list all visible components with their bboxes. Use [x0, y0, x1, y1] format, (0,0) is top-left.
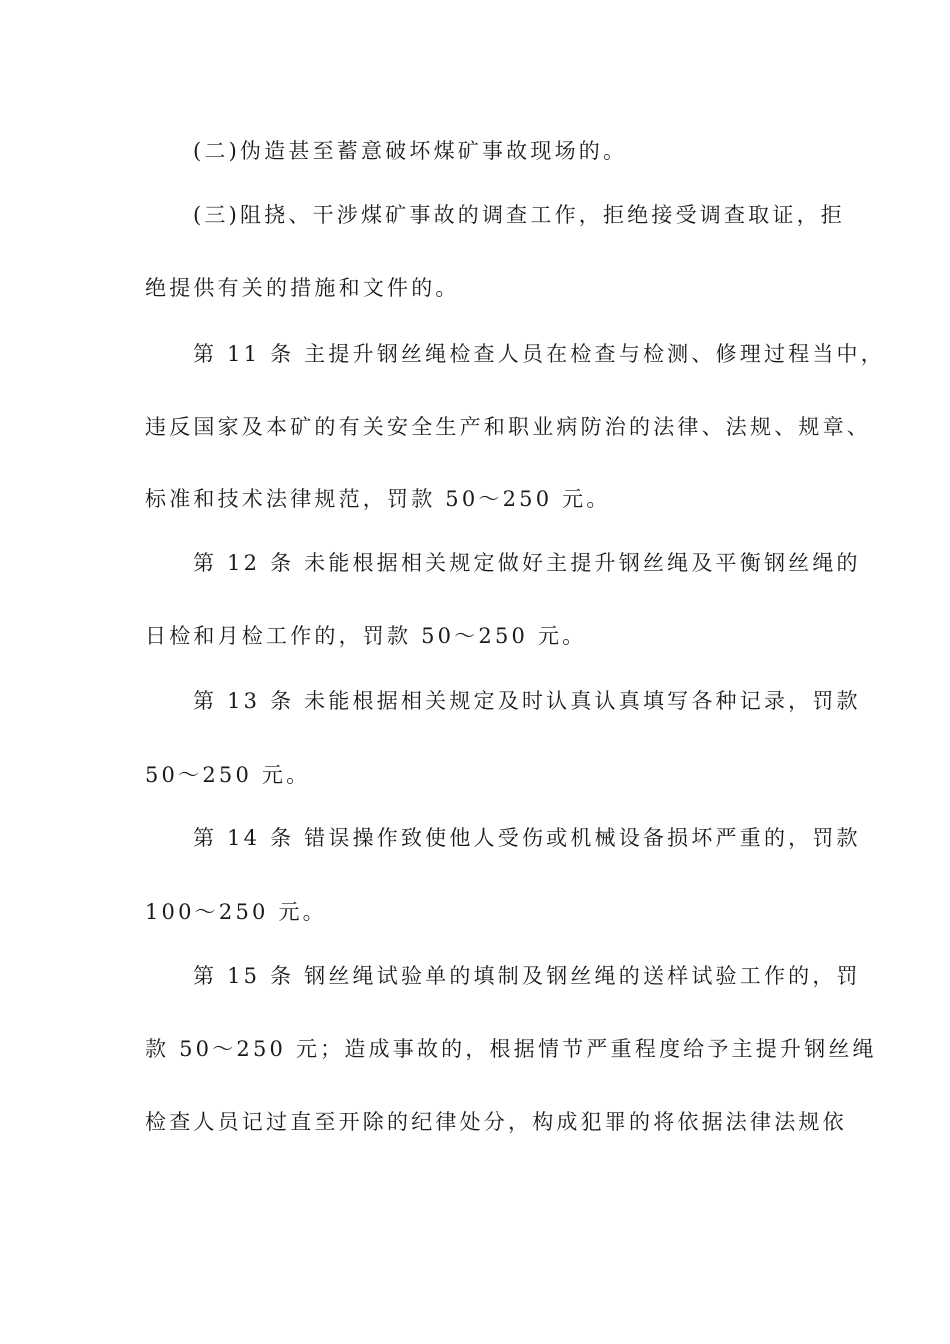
paragraph-line: 100～250 元。	[145, 900, 327, 924]
paragraph-line: 款 50～250 元；造成事故的，根据情节严重程度给予主提升钢丝绳	[145, 1037, 877, 1061]
paragraph-line: 标准和技术法律规范，罚款 50～250 元。	[145, 487, 611, 511]
paragraph-line: 第 12 条 未能根据相关规定做好主提升钢丝绳及平衡钢丝绳的	[193, 551, 861, 575]
paragraph-line: (三)阻挠、干涉煤矿事故的调查工作，拒绝接受调查取证，拒	[193, 203, 845, 227]
paragraph-line: 第 15 条 钢丝绳试验单的填制及钢丝绳的送样试验工作的，罚	[193, 964, 861, 988]
paragraph-line: 绝提供有关的措施和文件的。	[145, 276, 460, 300]
paragraph-line: 第 13 条 未能根据相关规定及时认真认真填写各种记录，罚款	[193, 689, 861, 713]
paragraph-line: 检查人员记过直至开除的纪律处分，构成犯罪的将依据法律法规依	[145, 1110, 847, 1134]
paragraph-line: 违反国家及本矿的有关安全生产和职业病防治的法律、法规、规章、	[145, 415, 871, 439]
paragraph-line: 50～250 元。	[145, 763, 311, 787]
paragraph-line: 第 11 条 主提升钢丝绳检查人员在检查与检测、修理过程当中，	[193, 342, 885, 366]
paragraph-line: 日检和月检工作的，罚款 50～250 元。	[145, 624, 587, 648]
paragraph-line: (二)伪造甚至蓄意破坏煤矿事故现场的。	[193, 139, 628, 163]
paragraph-line: 第 14 条 错误操作致使他人受伤或机械设备损坏严重的，罚款	[193, 826, 861, 850]
